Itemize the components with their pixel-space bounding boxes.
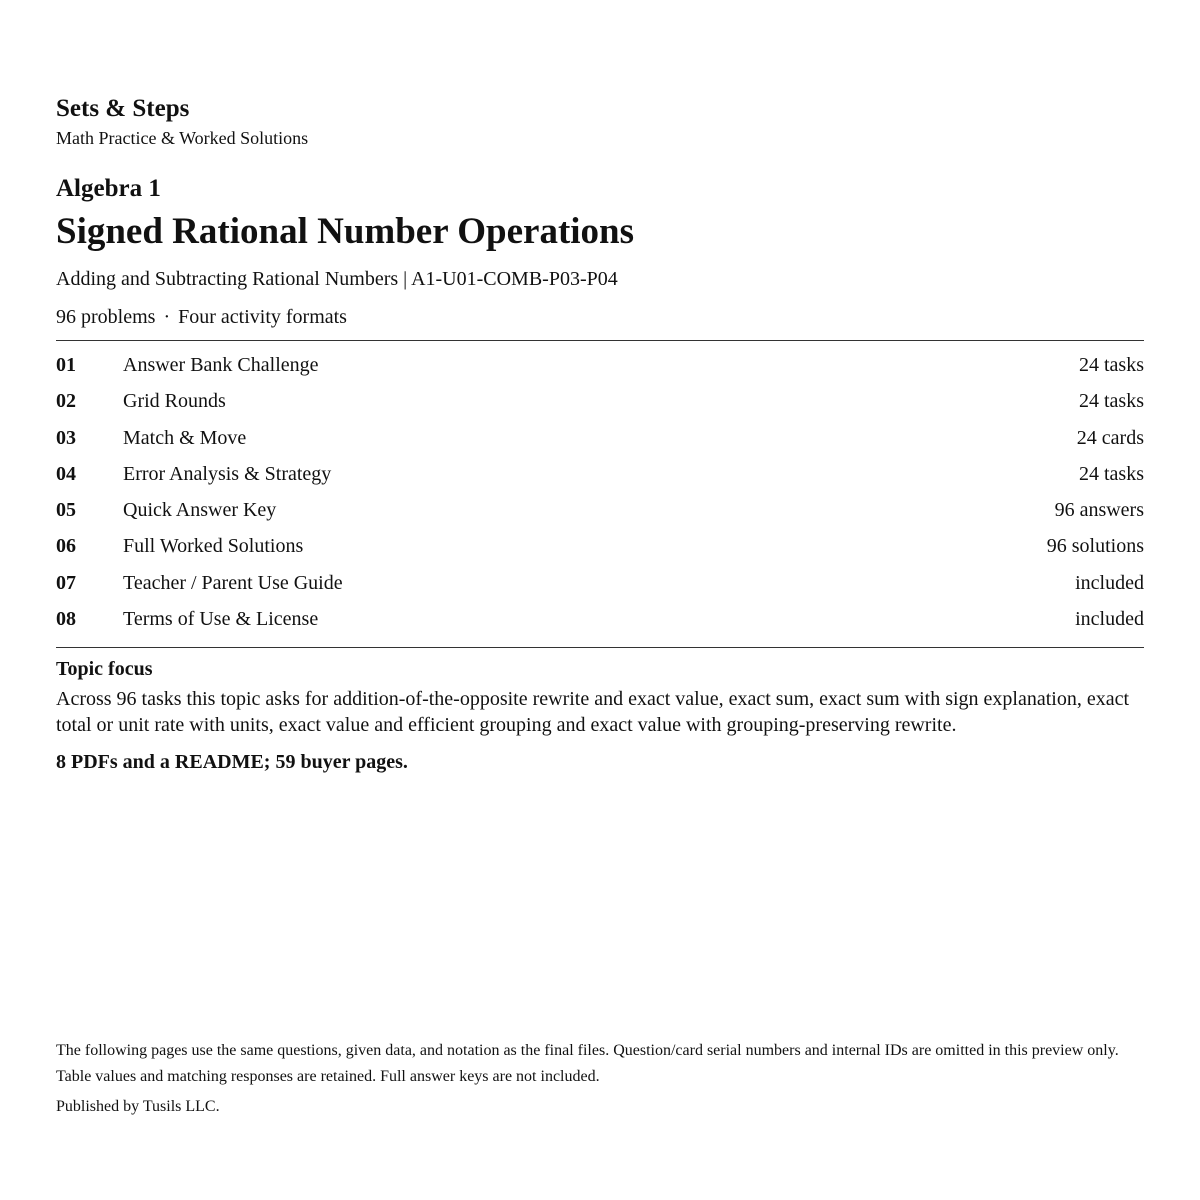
contents-item-number: 01 [56,354,76,376]
contents-item [56,456,1144,492]
contents-item [56,565,1144,601]
contents-item-label: Error Analysis & Strategy [123,462,332,485]
contents-item [56,383,1144,419]
files-summary: 8 PDFs and a README; 59 buyer pages. [56,751,408,774]
topic-focus-heading: Topic focus [56,658,153,681]
topic-focus-section [56,656,1144,738]
contents-item-number: 06 [56,535,76,558]
page-title: Signed Rational Number Operations [56,211,635,252]
contents-item-label: Answer Bank Challenge [123,354,319,376]
contents-item-number: 07 [56,571,76,594]
publisher-credit: Published by Tusils LLC. [56,1098,220,1115]
contents-item-number: 08 [56,608,76,631]
contents-item-label: Full Worked Solutions [123,535,304,558]
contents-item-label: Grid Rounds [123,390,226,413]
contents-item-count: 96 solutions [1046,535,1144,558]
contents-item [56,347,1144,383]
format-count: Four activity formats [178,306,347,328]
contents-item-number: 05 [56,499,76,522]
meta-separator: · [163,306,171,328]
contents-item-label: Terms of Use & License [123,608,319,631]
brand-name: Sets & Steps [56,95,190,122]
contents-item-number: 04 [56,462,76,485]
page-subtitle: Adding and Subtracting Rational Numbers | A1-U01-COMB-P03-P04 [56,268,618,290]
problem-count: 96 problems [56,306,156,328]
preview-disclaimer: The following pages use the same questions, given data, and notation as the final files. Question/card serial numbers and internal IDs are omitted in this preview only. Table values and matching responses are retained. Full answer keys are not included. [56,1042,1119,1085]
page-footer [56,1038,1144,1118]
contents-item-count: 24 tasks [1079,354,1144,376]
contents-bottom-divider [56,647,1144,648]
topic-focus-body: Across 96 tasks this topic asks for addition-of-the-opposite rewrite and exact value, exact sum, exact sum with sign explanation, exact total or unit rate with units, exact value and efficient grouping and exact value with grouping-preserving rewrite. [56,688,1130,737]
contents-item-count: 96 answers [1054,499,1144,522]
contents-item-count: included [1075,608,1144,631]
contents-item-count: 24 tasks [1079,462,1144,485]
contents-item-number: 03 [56,426,76,449]
contents-item [56,601,1144,637]
contents-item-label: Teacher / Parent Use Guide [123,571,343,594]
brand-tagline: Math Practice & Worked Solutions [56,128,309,148]
contents-item [56,420,1144,456]
course-name: Algebra 1 [56,175,161,202]
contents-item-count: 24 tasks [1079,390,1144,413]
contents-item-count: included [1075,571,1144,594]
contents-list [56,341,1144,647]
contents-item [56,528,1144,564]
product-page [56,94,1144,775]
contents-item-label: Match & Move [123,426,247,449]
contents-item-count: 24 cards [1076,426,1144,449]
brand-header [56,94,1144,150]
contents-item-label: Quick Answer Key [123,499,277,522]
product-meta [56,304,1144,330]
contents-item [56,492,1144,528]
contents-item-number: 02 [56,390,76,413]
